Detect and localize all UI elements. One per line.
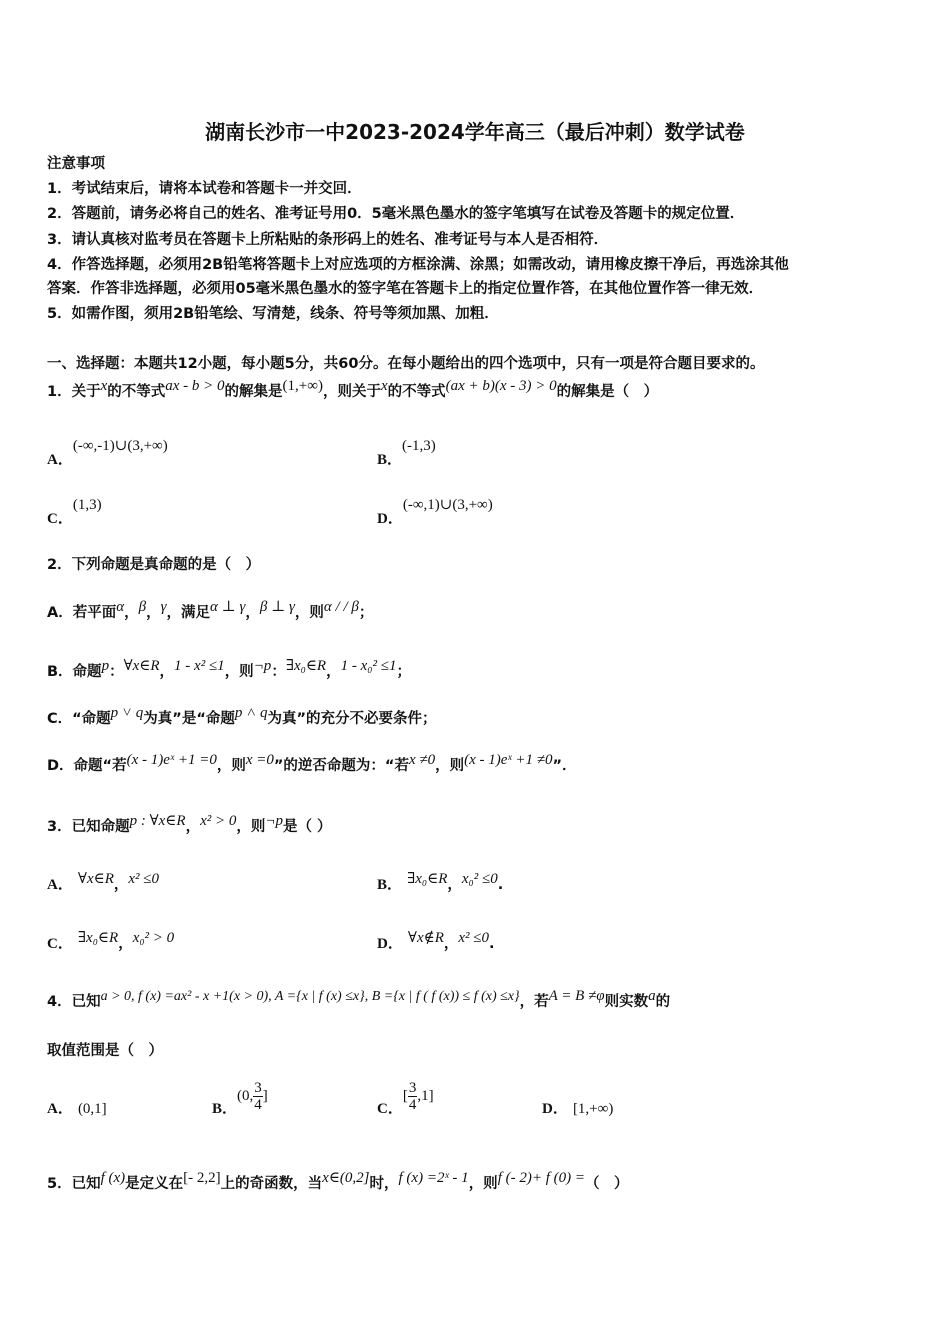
q2-math: 1 - x₀² ≤1 bbox=[340, 658, 397, 674]
q3-text: 是（ ） bbox=[282, 818, 332, 835]
q2-math: x =0 bbox=[245, 752, 274, 768]
q2-math: β bbox=[138, 599, 147, 615]
q5-math: f (x) =2ˣ - 1 bbox=[398, 1170, 469, 1186]
q2-option-d[interactable] bbox=[47, 752, 577, 775]
q2-text: ： bbox=[109, 663, 124, 680]
q2-math: p ˄ q bbox=[234, 705, 268, 721]
denominator: 4 bbox=[408, 1097, 417, 1113]
option-text: ， bbox=[118, 935, 133, 952]
q4-text: 的 bbox=[655, 993, 671, 1010]
q2-option-a[interactable] bbox=[47, 597, 373, 622]
q2-math: γ bbox=[160, 599, 167, 615]
question-1-stem bbox=[47, 378, 658, 401]
numerator: 3 bbox=[254, 1080, 262, 1096]
q3-option-a[interactable] bbox=[47, 869, 159, 894]
option-label: C． bbox=[47, 511, 73, 527]
question-3-stem bbox=[47, 811, 332, 836]
notice-item: 2．答题前，请务必将自己的姓名、准考证号用0．5毫米黑色墨水的签字笔填写在试卷及答题卡的规定位置． bbox=[47, 206, 745, 222]
q1-option-d[interactable] bbox=[377, 493, 493, 527]
q3-option-d[interactable] bbox=[377, 928, 495, 953]
q5-math: [- 2,2] bbox=[183, 1170, 221, 1186]
q4-math: a > 0, f (x) =ax² - x +1(x > 0), A ={x | f (x) ≤x}, B ={x | f ( f (x)) ≤ f (x) ≤x} bbox=[100, 989, 520, 1004]
q2-text: ，则 bbox=[294, 604, 324, 621]
option-value: (-1,3) bbox=[402, 438, 436, 454]
option-math: ∀x∈R bbox=[77, 871, 114, 887]
q2-math: α bbox=[116, 599, 125, 615]
q5-text: 5．已知 bbox=[47, 1175, 101, 1192]
option-value: (0, bbox=[237, 1088, 254, 1104]
q2-text: ”的逆否命题为：“若 bbox=[273, 757, 409, 774]
q2-math: β ⊥ γ bbox=[259, 599, 295, 615]
q1-text: 的不等式 bbox=[107, 383, 166, 400]
option-value: [ bbox=[402, 1088, 408, 1104]
q1-math: (ax + b)(x - 3) > 0 bbox=[445, 378, 557, 394]
notice-item: 4．作答选择题，必须用2B铅笔将答题卡上对应选项的方框涂满、涂黑；如需改动，请用橡皮擦干净后，再选涂其他 bbox=[47, 257, 789, 273]
q2-text: ， bbox=[326, 663, 341, 680]
q2-text: ”． bbox=[552, 757, 577, 774]
notice-item: 答案．作答非选择题，必须用05毫米黑色墨水的签字笔在答题卡上的指定位置作答，在其他位置作答一律无效． bbox=[47, 281, 764, 297]
option-value: ,1] bbox=[417, 1088, 434, 1104]
q2-math: p bbox=[101, 658, 110, 674]
option-label: D． bbox=[377, 935, 403, 952]
option-math: x² ≤0 bbox=[458, 930, 490, 946]
q1-text: 的解集是 bbox=[224, 383, 283, 400]
option-math: ∃x₀∈R bbox=[77, 930, 119, 946]
option-text: . bbox=[489, 935, 495, 952]
q2-math: ∀x∈R bbox=[123, 658, 160, 674]
q1-math: (1,+∞) bbox=[282, 378, 323, 394]
option-label: A． bbox=[47, 1101, 73, 1117]
q4-text: 4．已知 bbox=[47, 993, 101, 1010]
q5-text: 时， bbox=[369, 1175, 399, 1192]
q2-math: ¬p bbox=[253, 658, 272, 674]
q2-text: ； bbox=[396, 663, 411, 680]
notice-item: 3．请认真核对监考员在答题卡上所粘贴的条形码上的姓名、准考证号与本人是否相符． bbox=[47, 232, 609, 248]
option-label: D． bbox=[377, 511, 403, 527]
q5-text: （ ） bbox=[585, 1175, 629, 1192]
q2-text: ， bbox=[245, 604, 260, 621]
q5-text: 上的奇函数，当 bbox=[220, 1175, 323, 1192]
option-value: (-∞,1)∪(3,+∞) bbox=[402, 497, 493, 513]
q1-text: 的解集是（ ） bbox=[556, 383, 659, 400]
q3-math: ¬p bbox=[265, 813, 283, 829]
q2-text: ，则 bbox=[224, 663, 254, 680]
q2-text: D．命题“若 bbox=[47, 757, 127, 774]
option-label: B． bbox=[212, 1101, 238, 1117]
notice-heading: 注意事项 bbox=[47, 156, 105, 172]
q1-text: ，则关于 bbox=[322, 383, 381, 400]
q2-text: ， bbox=[159, 663, 175, 680]
q2-math: α / / β bbox=[323, 599, 359, 615]
option-math: x² ≤0 bbox=[128, 871, 160, 887]
option-value: (1,3) bbox=[72, 497, 102, 513]
section-heading: 一、选择题：本题共12小题，每小题5分，共60分。在每小题给出的四个选项中，只有一项是符合题目要求的。 bbox=[47, 356, 765, 372]
q4-option-c[interactable] bbox=[377, 1075, 434, 1118]
q2-math: (x - 1)eˣ +1 =0 bbox=[126, 752, 217, 768]
option-math: ∀x∉R bbox=[407, 930, 444, 946]
option-label: A． bbox=[47, 452, 73, 468]
q3-text: 3．已知命题 bbox=[47, 818, 130, 835]
question-4-stem-line2: 取值范围是（ ） bbox=[47, 1043, 163, 1059]
q4-text: ，若 bbox=[519, 993, 549, 1010]
q1-option-a[interactable] bbox=[47, 434, 168, 468]
q2-text: ： bbox=[271, 663, 286, 680]
q2-text: C．“命题 bbox=[47, 710, 111, 727]
question-5-stem bbox=[47, 1168, 629, 1193]
q2-option-c[interactable] bbox=[47, 705, 437, 728]
question-2-stem: 2．下列命题是真命题的是（ ） bbox=[47, 557, 261, 573]
option-value: (0,1] bbox=[77, 1101, 107, 1117]
q2-math: x ≠0 bbox=[408, 752, 436, 768]
q2-math: ∃x₀∈R bbox=[285, 658, 327, 674]
q3-option-c[interactable] bbox=[47, 928, 174, 953]
fraction bbox=[408, 1080, 418, 1113]
q4-option-a[interactable] bbox=[47, 1097, 107, 1118]
option-label: B． bbox=[377, 876, 403, 893]
q4-text: 则实数 bbox=[604, 993, 649, 1010]
q2-text: ， bbox=[124, 604, 139, 621]
q3-math: p : ∀x∈R bbox=[129, 813, 186, 829]
option-text: . bbox=[497, 876, 504, 893]
q3-math: x² > 0 bbox=[200, 813, 237, 829]
option-label: C． bbox=[47, 935, 73, 952]
option-math: x₀² > 0 bbox=[132, 930, 175, 946]
q2-text: ， bbox=[146, 604, 161, 621]
q3-option-b[interactable] bbox=[377, 869, 503, 894]
q1-option-c[interactable] bbox=[47, 493, 102, 527]
q2-text: ，则 bbox=[435, 757, 465, 774]
q2-text: B．命题 bbox=[47, 663, 102, 680]
option-label: A． bbox=[47, 876, 73, 893]
option-math: ∃x₀∈R bbox=[407, 871, 448, 887]
q2-text: 为真”的充分不必要条件； bbox=[267, 710, 437, 727]
option-value: [1,+∞) bbox=[572, 1101, 614, 1117]
q2-text: ，则 bbox=[216, 757, 246, 774]
option-text: ， bbox=[447, 876, 462, 893]
option-text: ， bbox=[443, 935, 459, 952]
q5-math: f (x) bbox=[100, 1170, 126, 1186]
q5-math: f (- 2)+ f (0) = bbox=[497, 1170, 585, 1186]
option-value: (-∞,-1)∪(3,+∞) bbox=[72, 438, 168, 454]
fraction bbox=[253, 1080, 263, 1113]
q4-option-d[interactable] bbox=[542, 1097, 613, 1118]
option-value: ] bbox=[262, 1088, 268, 1104]
q5-text: ，则 bbox=[468, 1175, 498, 1192]
q2-text: 为真”是“命题 bbox=[143, 710, 235, 727]
q2-text: ，满足 bbox=[166, 604, 211, 621]
q2-text: A．若平面 bbox=[47, 604, 117, 621]
option-math: x₀² ≤0 bbox=[461, 871, 498, 887]
notice-item: 1．考试结束后，请将本试卷和答题卡一并交回． bbox=[47, 181, 362, 197]
q4-math: a bbox=[648, 988, 656, 1004]
q1-option-b[interactable] bbox=[377, 434, 436, 468]
q1-math: x bbox=[380, 378, 388, 394]
q2-option-b[interactable] bbox=[47, 656, 411, 681]
q2-math: p ˅ q bbox=[110, 705, 144, 721]
numerator: 3 bbox=[408, 1080, 417, 1096]
q3-text: ，则 bbox=[236, 818, 266, 835]
option-label: B． bbox=[377, 452, 403, 468]
denominator: 4 bbox=[254, 1097, 262, 1113]
q5-text: 是定义在 bbox=[125, 1175, 184, 1192]
q3-text: ， bbox=[185, 818, 201, 835]
q5-math: x∈(0,2] bbox=[322, 1170, 370, 1186]
option-label: C． bbox=[377, 1101, 403, 1117]
q2-text: ； bbox=[358, 604, 374, 621]
notice-item: 5．如需作图，须用2B铅笔绘、写清楚，线条、符号等须加黑、加粗． bbox=[47, 306, 499, 322]
q1-text: 1．关于 bbox=[47, 383, 101, 400]
q1-text: 的不等式 bbox=[387, 383, 446, 400]
q2-math: α ⊥ γ bbox=[210, 599, 246, 615]
q1-math: x bbox=[100, 378, 108, 394]
q2-math: (x - 1)eˣ +1 ≠0 bbox=[464, 752, 553, 768]
page-title: 湖南长沙市一中2023-2024学年高三（最后冲刺）数学试卷 bbox=[205, 120, 745, 144]
question-4-stem bbox=[47, 988, 670, 1011]
q1-math: ax - b > 0 bbox=[165, 378, 225, 394]
q2-math: 1 - x² ≤1 bbox=[174, 658, 225, 674]
q4-option-b[interactable] bbox=[212, 1075, 268, 1118]
option-label: D． bbox=[542, 1101, 568, 1117]
option-text: ， bbox=[113, 876, 129, 893]
q4-math: A = B ≠φ bbox=[548, 988, 605, 1004]
